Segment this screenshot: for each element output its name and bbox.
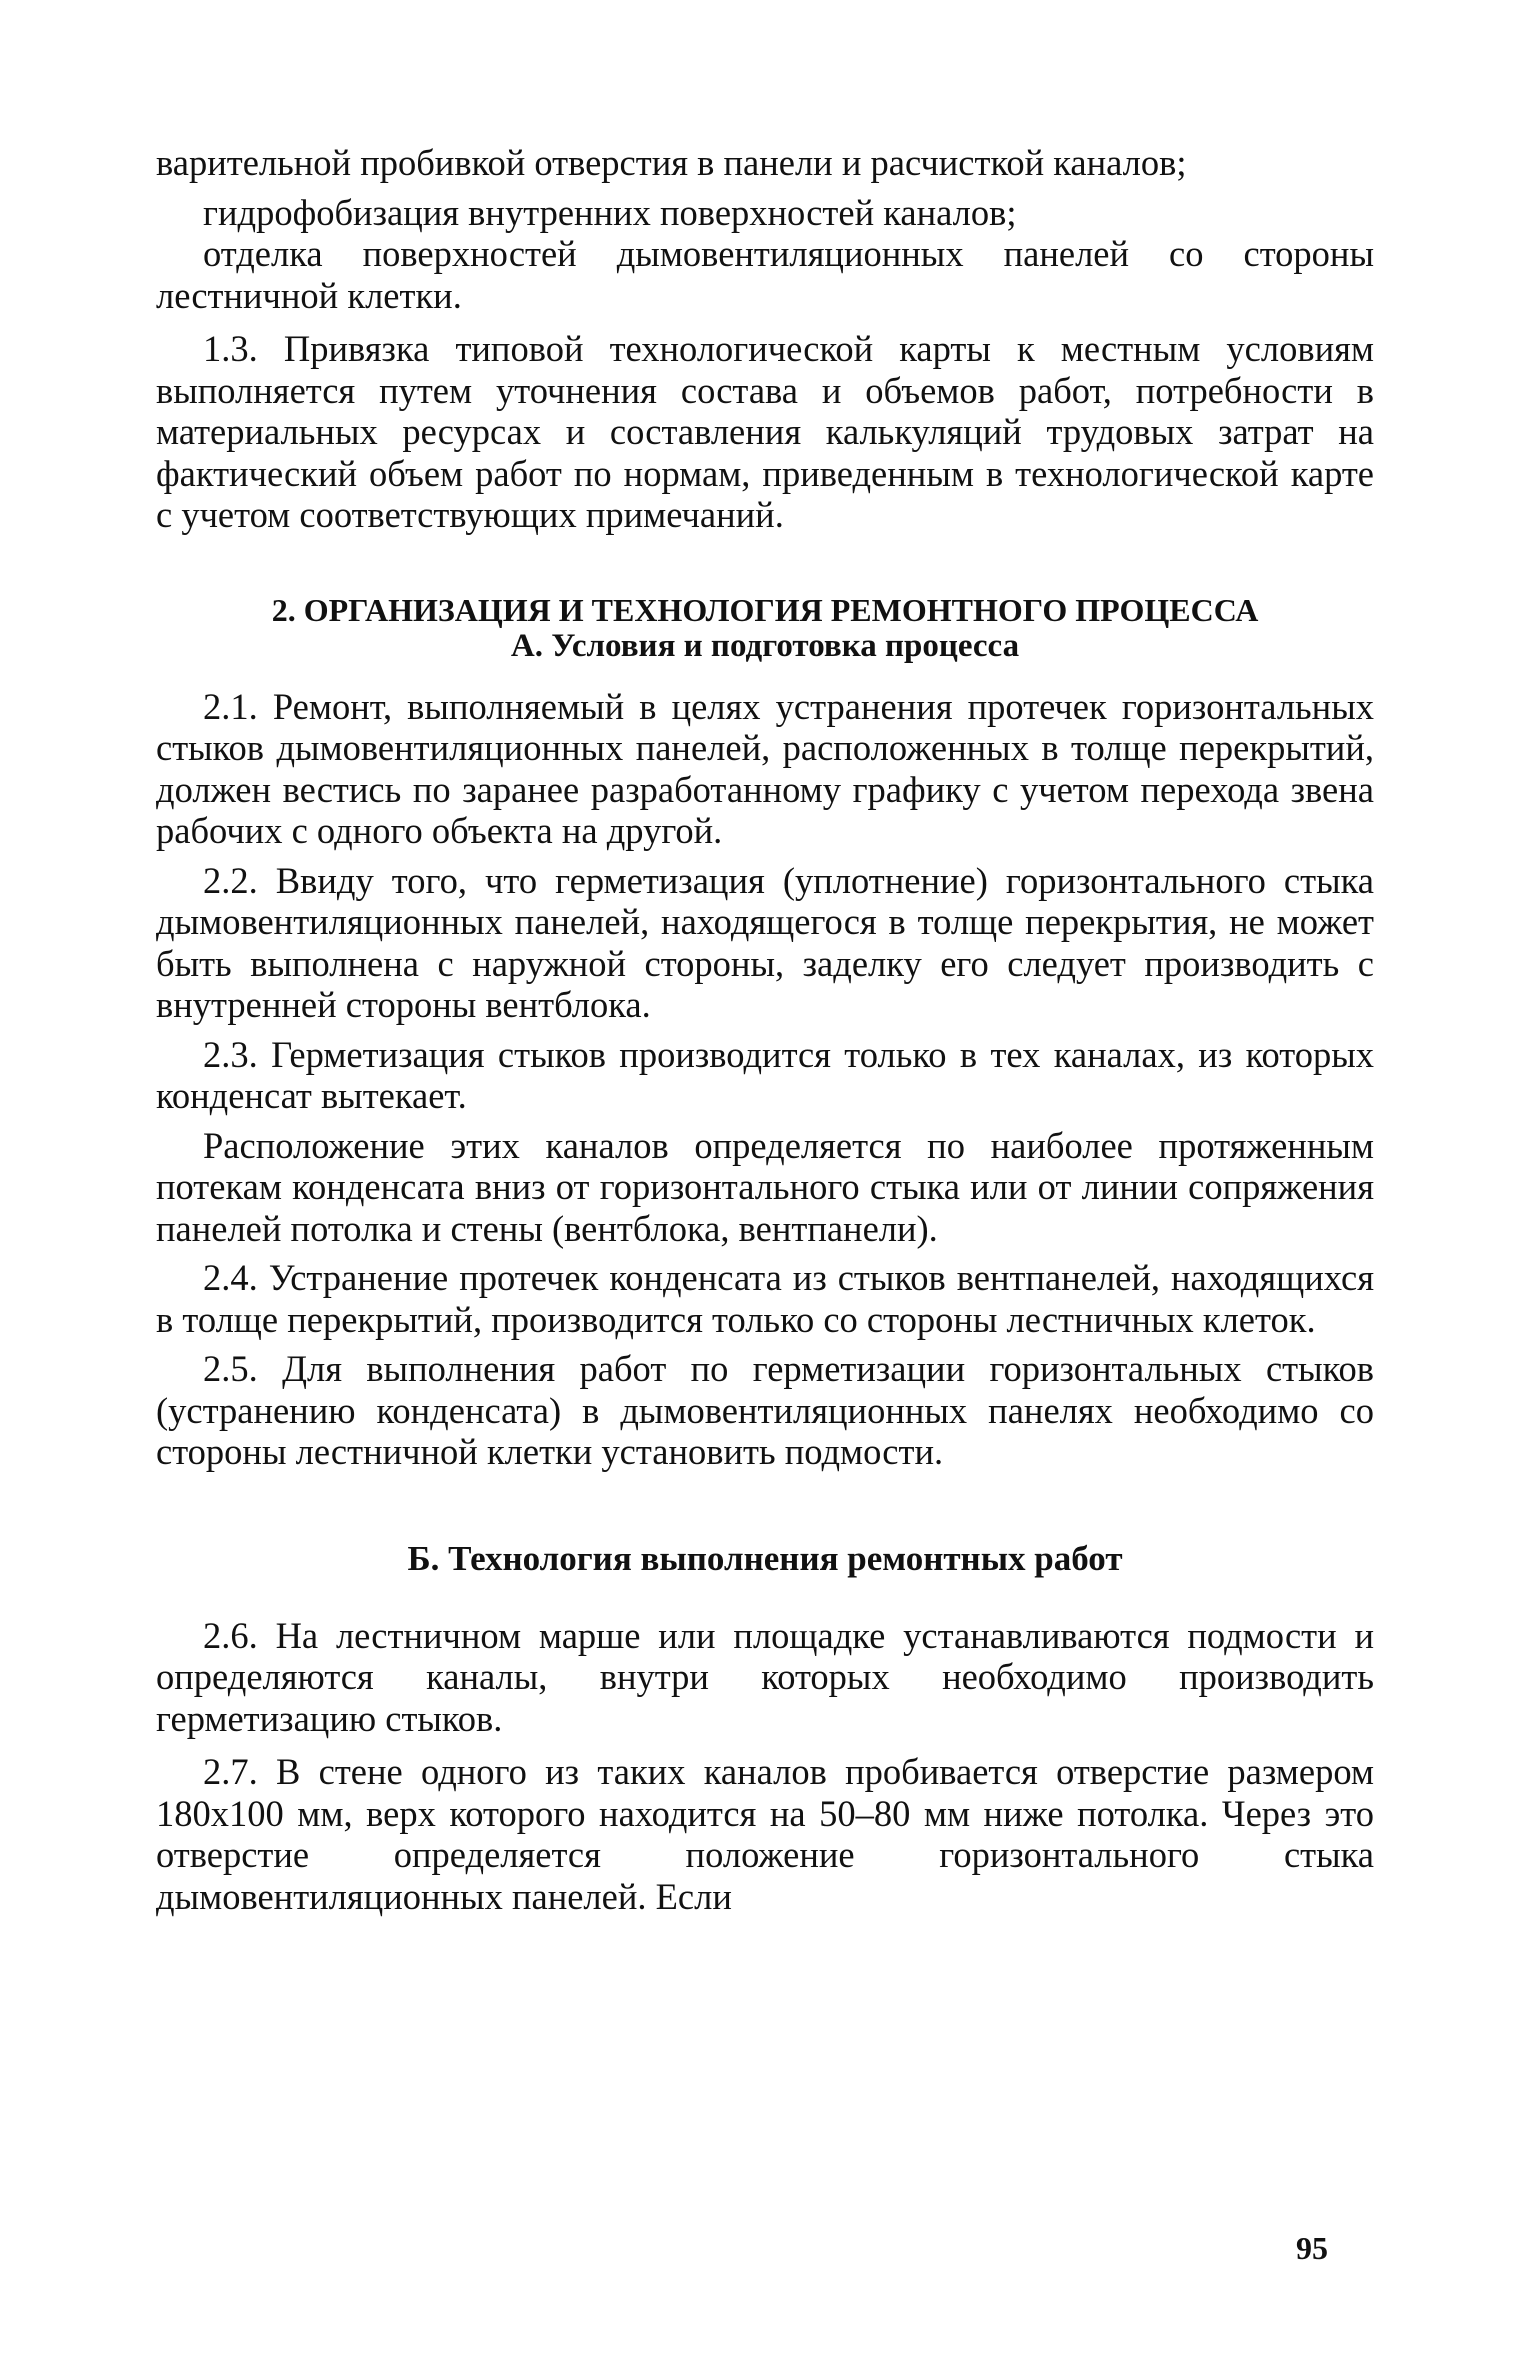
paragraph-2-5: 2.5. Для выполнения работ по герметизации горизонтальных стыков (устранению конденсата) в дымовентиляционных панелях необходимо со стороны лестничной клетки установить подмости. [156,1348,1374,1472]
paragraph-2-4: 2.4. Устранение протечек конденсата из стыков вентпанелей, находящихся в толще перекрытий, производится только со стороны лестничных клеток. [156,1257,1374,1340]
paragraph-2-6: 2.6. На лестничном марше или площадке устанавливаются подмости и определяются каналы, внутри которых необходимо производить герметизацию стыков. [156,1614,1374,1739]
paragraph-channels-location: Расположение этих каналов определяется по наиболее протяженным потекам конденсата вниз от горизонтального стыка или от линии сопряжения панелей потолка и стены (вентблока, вентпанели). [156,1124,1374,1249]
paragraph-2-2: 2.2. Ввиду того, что герметизация (уплотнение) горизонтального стыка дымовентиляционных панелей, находящегося в толще перекрытия, не может быть выполнена с наружной стороны, заделку его следует производить с внутренней стороны вентблока. [156,859,1374,1025]
section-title: 2. ОРГАНИЗАЦИЯ И ТЕХНОЛОГИЯ РЕМОНТНОГО ПРОЦЕССА [271,591,1259,628]
subsection-b-title: Б. Технология выполнения ремонтных работ [407,1538,1123,1578]
page-content [156,142,1374,1917]
paragraph-2-3: 2.3. Герметизация стыков производится только в тех каналах, из которых конденсат вытекает. [156,1033,1374,1116]
paragraph-finishing: отделка поверхностей дымовентиляционных панелей со стороны лестничной клетки. [156,233,1374,316]
page-number: 95 [1296,2230,1328,2266]
paragraph-hydrophobization: гидрофобизация внутренних поверхностей каналов; [203,191,1017,233]
paragraph-2-1: 2.1. Ремонт, выполняемый в целях устранения протечек горизонтальных стыков дымовентиляционных панелей, расположенных в толще перекрытий, должен вестись по заранее разработанному графику с учетом перехода звена рабочих с одного объекта на другой. [156,685,1374,851]
subsection-a-title: А. Условия и подготовка процесса [510,627,1020,664]
paragraph-2-7: 2.7. В стене одного из таких каналов пробивается отверстие размером 180x100 мм, верх которого находится на 50–80 мм ниже потолка. Через это отверстие определяется положение горизонтального стыка дымовентиляционных панелей. Если [156,1751,1374,1917]
paragraph-1-3: 1.3. Привязка типовой технологической карты к местным условиям выполняется путем уточнения состава и объемов работ, потребности в материальных ресурсах и составления калькуляций трудовых затрат на фактический объем работ по нормам, приведенным в технологической карте с учетом соответствующих примечаний. [156,328,1374,535]
paragraph-continuation: варительной пробивкой отверстия в панели и расчисткой каналов; [156,142,1187,183]
